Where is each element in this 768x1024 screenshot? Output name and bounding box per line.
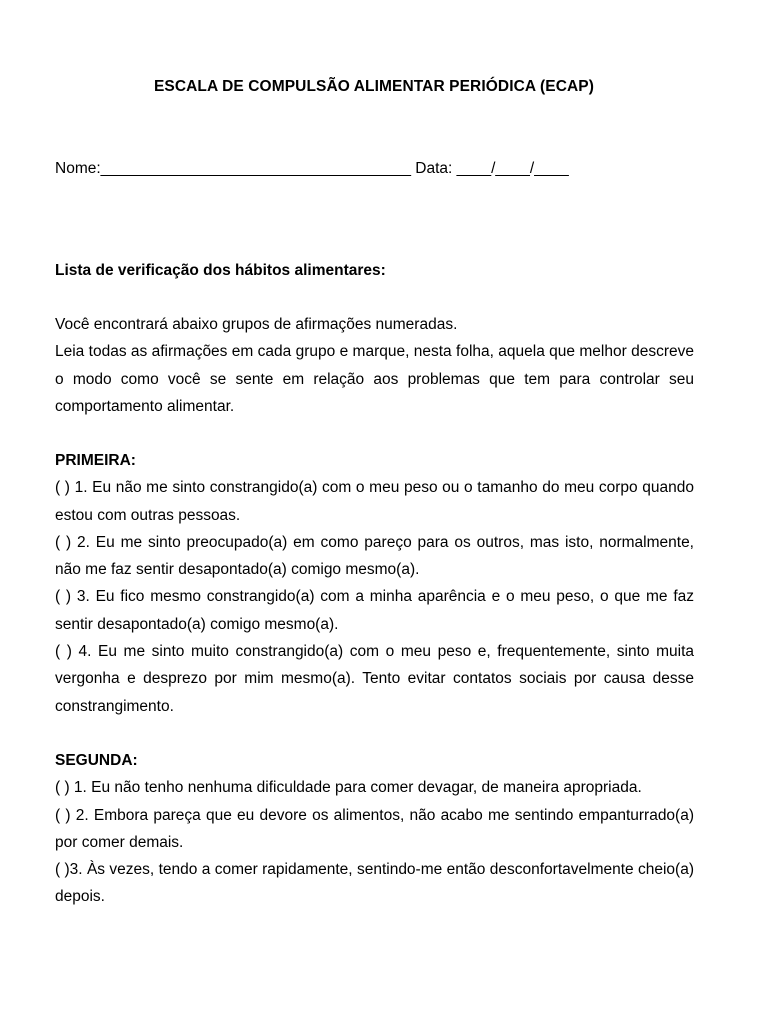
- intro-line-1: Você encontrará abaixo grupos de afirmações numeradas.: [55, 316, 458, 333]
- statement-item: ( ) 3. Eu fico mesmo constrangido(a) com a minha aparência e o meu peso, o que me faz sentir desapontado(a) comigo mesmo(a).: [55, 588, 694, 633]
- section-primeira: [55, 447, 694, 720]
- intro-block: [55, 311, 694, 420]
- statement-item: ( ) 2. Eu me sinto preocupado(a) em como pareço para os outros, mas isto, normalmente, não me faz sentir desapontado(a) comigo mesmo(a).: [55, 533, 694, 579]
- statement-item: ( ) 1. Eu não tenho nenhuma dificuldade para comer devagar, de maneira apropriada.: [55, 779, 642, 797]
- name-date-field: Nome:____________________________________ Data: ____/____/____: [55, 160, 569, 177]
- section-heading: PRIMEIRA:: [55, 452, 136, 469]
- statement-item: ( ) 1. Eu não me sinto constrangido(a) com o meu peso ou o tamanho do meu corpo quando estou com outras pessoas.: [55, 479, 694, 524]
- intro-instructions: Leia todas as afirmações em cada grupo e marque, nesta folha, aquela que melhor descreve o modo como você se sente em relação aos problemas que tem para controlar seu comportamento alimentar.: [55, 343, 694, 415]
- statement-item: ( ) 2. Embora pareça que eu devore os alimentos, não acabo me sentindo empanturrado(a) por comer demais.: [55, 806, 694, 851]
- document-title: ESCALA DE COMPULSÃO ALIMENTAR PERIÓDICA (ECAP): [153, 78, 595, 95]
- section-heading: SEGUNDA:: [55, 752, 138, 769]
- statement-item: ( ) 4. Eu me sinto muito constrangido(a) com o meu peso e, frequentemente, sinto muita vergonha e desprezo por mim mesmo(a). Tento evitar contatos sociais por causa desse constrangimento.: [55, 643, 694, 715]
- statement-item: ( )3. Às vezes, tendo a comer rapidamente, sentindo-me então desconfortavelmente cheio(a) depois.: [55, 861, 694, 906]
- checklist-heading: Lista de verificação dos hábitos alimentares:: [55, 262, 386, 279]
- section-segunda: [55, 747, 694, 911]
